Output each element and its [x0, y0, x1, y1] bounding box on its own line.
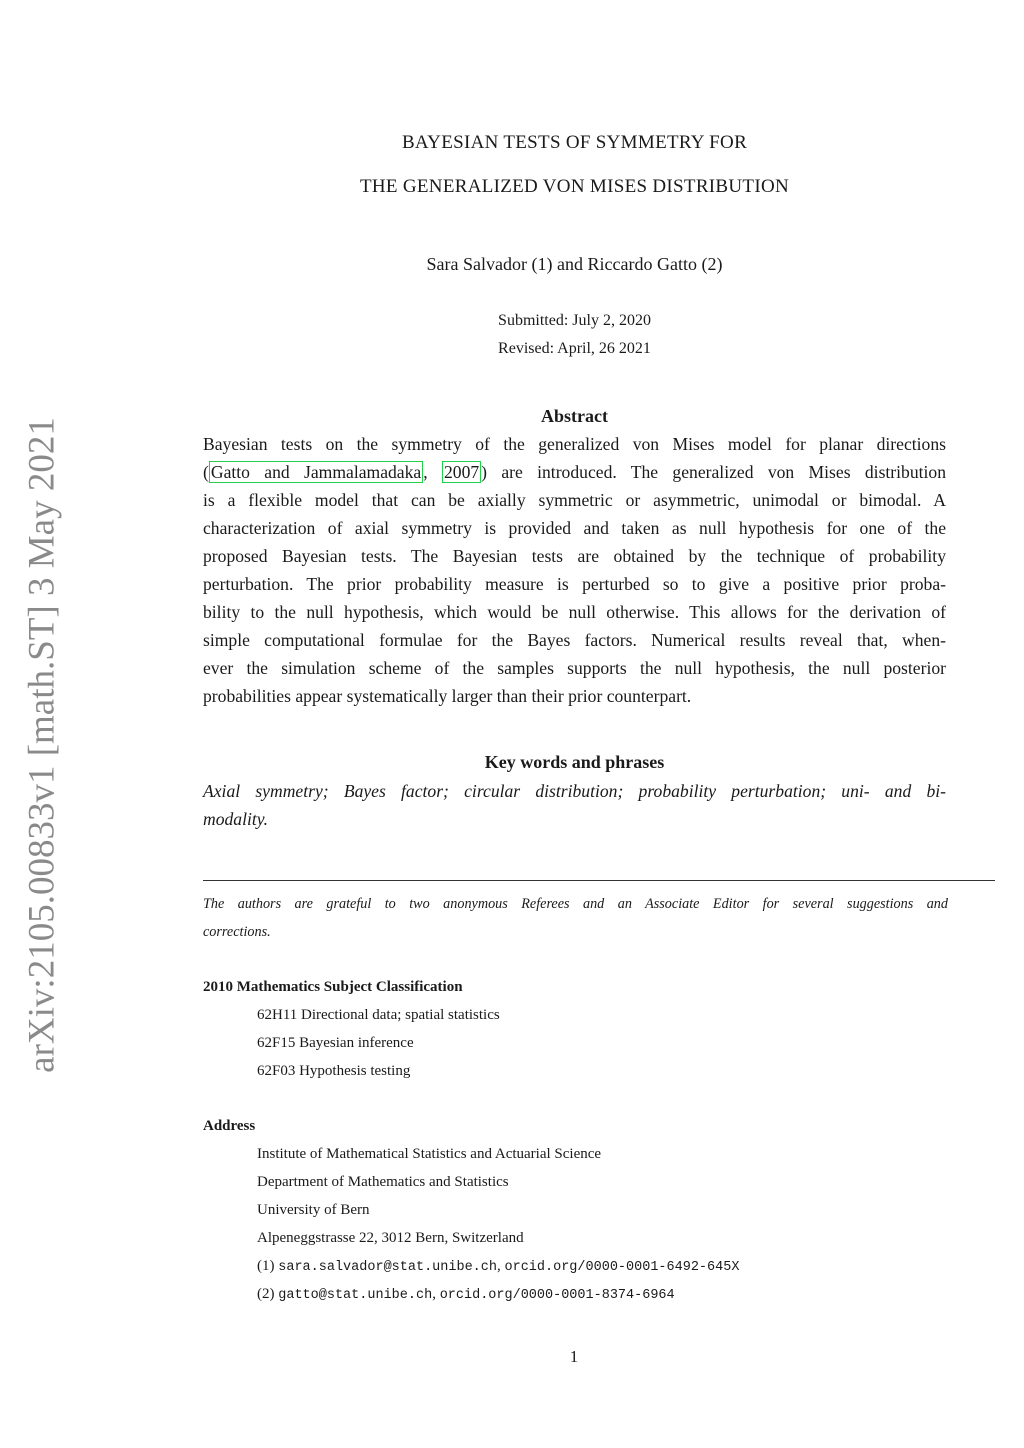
abstract-line: characterization of axial symmetry is provided and taken as null hypothesis for one of the	[203, 518, 946, 538]
abstract-heading: Abstract	[541, 406, 608, 426]
contact-label: (1)	[257, 1258, 275, 1274]
contact-line-1	[257, 1258, 739, 1275]
abstract-body	[203, 430, 946, 710]
citation-link-authors[interactable]: Gatto and Jammalamadaka	[210, 462, 422, 482]
abstract-line: probabilities appear systematically larger than their prior counterpart.	[203, 686, 692, 706]
contact-separator: ,	[497, 1258, 501, 1274]
abstract-line: proposed Bayesian tests. The Bayesian tests are obtained by the technique of probability	[203, 546, 946, 566]
keywords-line: Axial symmetry; Bayes factor; circular distribution; probability perturbation; uni- and bi-	[203, 781, 946, 801]
abstract-line: bility to the null hypothesis, which would be null otherwise. This allows for the derivation of	[203, 602, 946, 622]
revised-date: Revised: April, 26 2021	[498, 340, 651, 357]
address-line: University of Bern	[257, 1202, 370, 1218]
msc-heading: 2010 Mathematics Subject Classification	[203, 979, 463, 995]
contact-separator: ,	[432, 1286, 436, 1302]
citation-open-paren: (	[203, 462, 209, 482]
abstract-line: ever the simulation scheme of the samples supports the null hypothesis, the null posterior	[203, 658, 946, 678]
abstract-line-rest: ) are introduced. The generalized von Mises distribution	[481, 462, 947, 482]
page-number: 1	[569, 1347, 579, 1366]
keywords-heading: Key words and phrases	[484, 752, 665, 772]
footnote-line: The authors are grateful to two anonymous Referees and an Associate Editor for several suggestions and	[203, 896, 948, 912]
paper-title-line-2: THE GENERALIZED VON MISES DISTRIBUTION	[359, 176, 790, 197]
address-line: Department of Mathematics and Statistics	[257, 1174, 509, 1190]
paper-title-line-1: BAYESIAN TESTS OF SYMMETRY FOR	[401, 132, 748, 153]
abstract-line-with-citation	[203, 458, 946, 486]
abstract-line: is a flexible model that can be axially symmetric or asymmetric, unimodal or bimodal. A	[203, 490, 946, 510]
orcid-link[interactable]: orcid.org/0000-0001-8374-6964	[439, 1288, 675, 1303]
submitted-date: Submitted: July 2, 2020	[498, 312, 651, 329]
citation-link-year[interactable]: 2007	[443, 462, 480, 482]
acknowledgement-footnote	[203, 890, 948, 946]
abstract-line: Bayesian tests on the symmetry of the generalized von Mises model for planar directions	[203, 434, 946, 454]
msc-item: 62F15 Bayesian inference	[257, 1035, 414, 1051]
msc-item: 62H11 Directional data; spatial statistics	[257, 1007, 500, 1023]
footnote-line: corrections.	[203, 924, 271, 940]
keywords-body	[203, 777, 946, 833]
abstract-line: simple computational formulae for the Bayes factors. Numerical results reveal that, when-	[203, 630, 946, 650]
contact-label: (2)	[257, 1286, 275, 1302]
email-link[interactable]: gatto@stat.unibe.ch	[278, 1288, 433, 1303]
citation-separator: ,	[423, 462, 428, 482]
keywords-line: modality.	[203, 809, 268, 829]
abstract-line: perturbation. The prior probability measure is perturbed so to give a positive prior proba-	[203, 574, 946, 594]
arxiv-identifier-stamp	[8, 417, 76, 1073]
address-line: Institute of Mathematical Statistics and Actuarial Science	[257, 1146, 602, 1162]
email-link[interactable]: sara.salvador@stat.unibe.ch	[278, 1260, 497, 1275]
address-line: Alpeneggstrasse 22, 3012 Bern, Switzerland	[257, 1230, 524, 1246]
contact-line-2	[257, 1286, 675, 1303]
msc-item: 62F03 Hypothesis testing	[257, 1063, 411, 1079]
address-heading: Address	[203, 1118, 256, 1134]
arxiv-identifier-text: arXiv:2105.00833v1 [math.ST] 3 May 2021	[21, 417, 63, 1073]
orcid-link[interactable]: orcid.org/0000-0001-6492-645X	[504, 1260, 740, 1275]
author-list: Sara Salvador (1) and Riccardo Gatto (2)	[426, 254, 723, 274]
footnote-divider	[203, 880, 995, 881]
